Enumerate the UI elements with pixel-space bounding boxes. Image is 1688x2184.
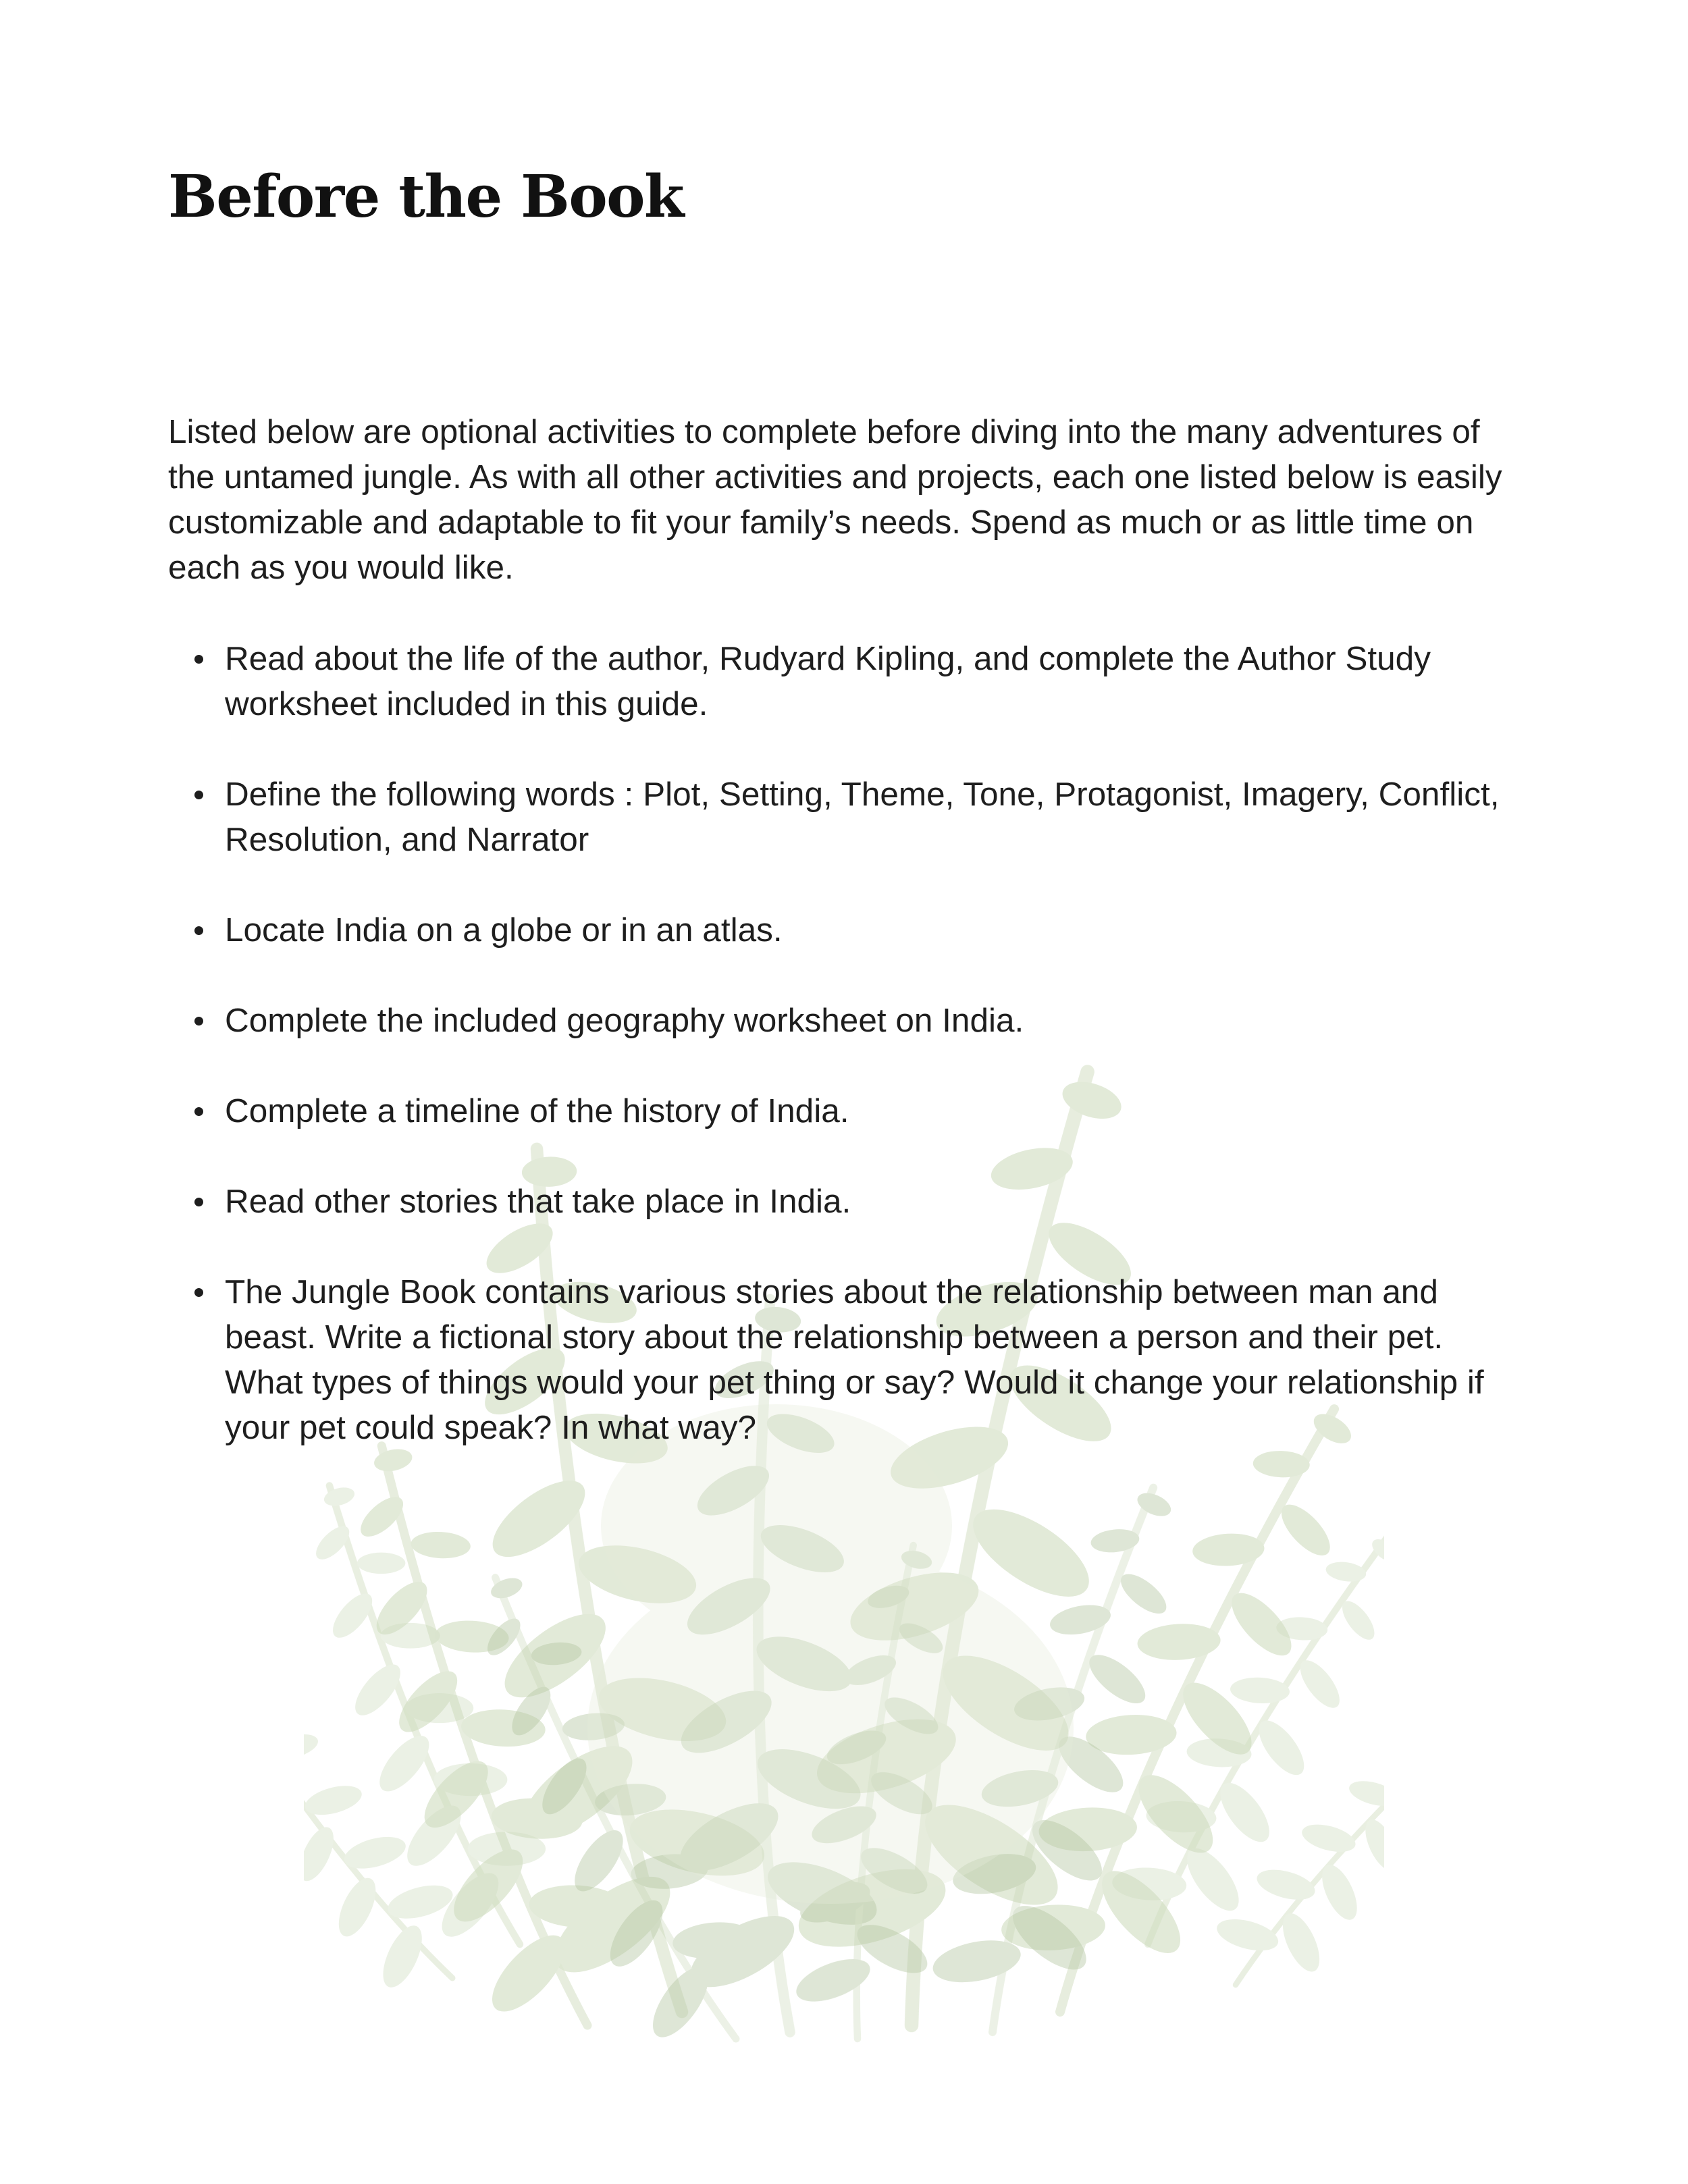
bullet-icon [194, 926, 203, 935]
list-item [168, 772, 1519, 862]
bullet-icon [194, 1107, 203, 1116]
list-item-text: Complete a timeline of the history of India. [225, 1092, 849, 1129]
list-item-text: The Jungle Book contains various stories about the relationship between man and beast. Write a fictional story about the relationship between a person and their pet. What types of things would your pet thing or say? Would it change your relationship if your pet could speak? In what way? [225, 1273, 1484, 1446]
bullet-icon [194, 791, 203, 799]
list-item-text: Read about the life of the author, Rudyard Kipling, and complete the Author Study worksheet included in this guide. [225, 640, 1431, 722]
list-item [168, 1269, 1519, 1450]
list-item [168, 636, 1519, 726]
list-item-text: Complete the included geography worksheet on India. [225, 1002, 1024, 1039]
bullet-icon [194, 1017, 203, 1026]
list-item [168, 907, 1519, 953]
list-item [168, 1179, 1519, 1224]
intro-paragraph: Listed below are optional activities to complete before diving into the many adventures of the untamed jungle. As with all other activities and projects, each one listed below is easily customizable and adaptable to fit your family’s needs. Spend as much or as little time on each as you would like. [168, 413, 1502, 586]
list-item [168, 1088, 1519, 1134]
list-item-text: Define the following words : Plot, Setting, Theme, Tone, Protagonist, Imagery, Conflict, Resolution, and Narrator [225, 776, 1500, 858]
bullet-icon [194, 1198, 203, 1206]
activity-list [168, 636, 1519, 1495]
bullet-icon [194, 655, 203, 664]
bullet-icon [194, 1288, 203, 1297]
page-title: Before the Book [168, 163, 684, 231]
list-item-text: Locate India on a globe or in an atlas. [225, 911, 783, 949]
list-item-text: Read other stories that take place in India. [225, 1183, 851, 1220]
list-item [168, 998, 1519, 1043]
